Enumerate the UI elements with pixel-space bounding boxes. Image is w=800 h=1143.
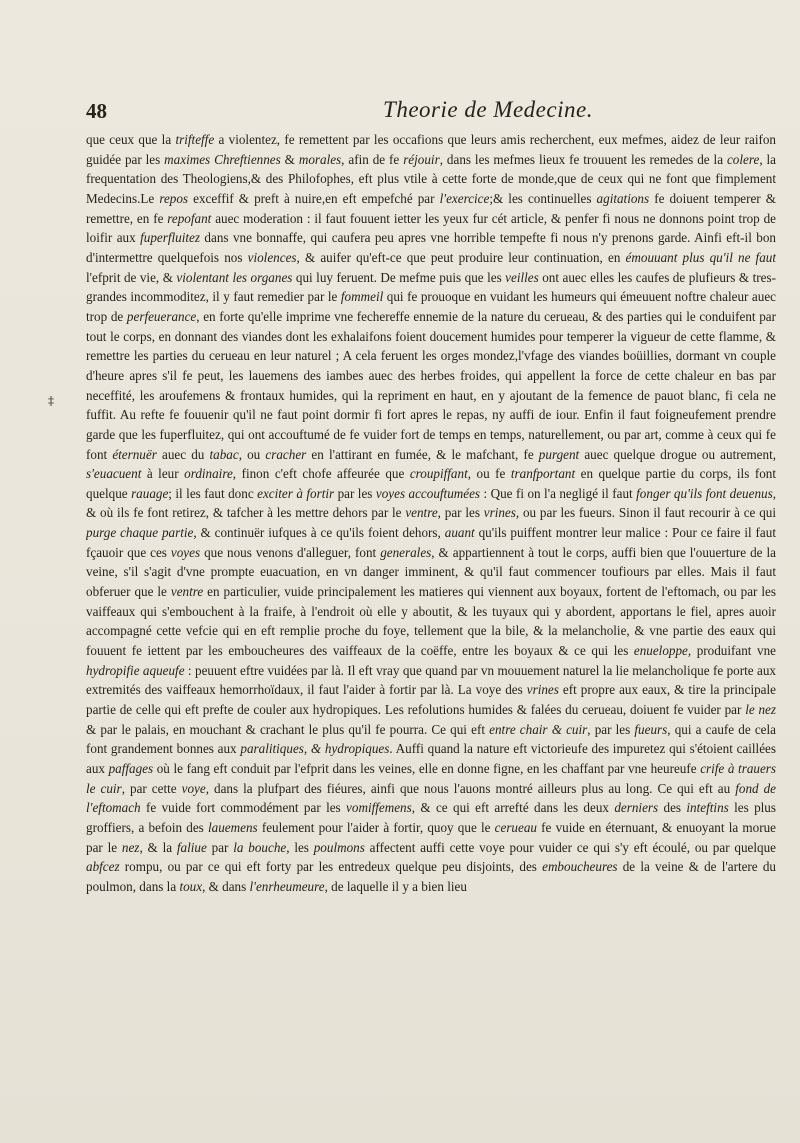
- text-run: , ou fe: [467, 466, 511, 482]
- text-run: fe doiuent temperer & remettre, en fe: [86, 190, 776, 226]
- italic-phrase: tranfportant: [510, 466, 576, 482]
- text-run: dans vne bonnaffe, qui caufera peu apres vne horrible tempefte fi nous n'y prenons garde. Ainfi eft-il bon d'intermettre quelquefois nos: [86, 230, 776, 265]
- italic-phrase: veilles: [505, 269, 539, 285]
- text-run: , par les: [587, 721, 635, 737]
- text-run: &: [280, 151, 299, 167]
- text-run: par: [206, 839, 234, 855]
- text-run: à leur: [141, 466, 185, 482]
- italic-phrase: violentant les organes: [176, 269, 293, 285]
- text-run: , dans les mefmes lieux fe trouuent les remedes de la: [439, 151, 727, 167]
- italic-phrase: éternuër: [112, 446, 157, 462]
- text-run: , par cette: [121, 780, 182, 796]
- text-run: , & appartiennent à tout le corps, auffi bien que l'ouuerture de la veine, s'il s'agit d'vne prompte euacuation, en vn danger imminent, & qu'il faut commencer toufiours par elles. Mais il faut obferuer que le: [86, 544, 776, 600]
- text-run: affectent auffi cette voye pour vuider ce qui s'y eft écoulé, ou par quelque: [364, 839, 776, 855]
- italic-phrase: purge chaque partie: [86, 525, 194, 541]
- italic-phrase: fuperfluitez: [140, 230, 200, 246]
- italic-phrase: colere: [726, 151, 760, 167]
- italic-phrase: vrines: [526, 682, 559, 698]
- text-run: où le fang eft conduit par l'efprit dans les veines, elle en donne figne, en les chaffant par vne heureufe: [153, 761, 701, 776]
- italic-phrase: s'euacuent: [86, 466, 142, 482]
- italic-phrase: exciter à fortir: [257, 485, 335, 501]
- margin-mark: ‡: [48, 394, 54, 408]
- italic-phrase: ventre: [405, 505, 438, 521]
- italic-phrase: perfeuerance: [126, 308, 197, 324]
- text-run: , dans la plufpart des fiéures, ainfi que nous l'auons montré ailleurs plus au long. Ce qui eft au: [205, 780, 736, 796]
- italic-phrase: repos: [159, 190, 189, 206]
- italic-phrase: emboucheures: [542, 859, 618, 875]
- italic-phrase: enueloppe: [633, 643, 688, 659]
- italic-phrase: maximes Chreftiennes: [164, 151, 281, 167]
- text-run: exceffif & preft à nuire,en eft empefché par: [188, 190, 440, 206]
- italic-phrase: cerueau: [494, 819, 537, 835]
- text-run: , & où ils fe font retirez, & tafcher à les mettre dehors par le: [86, 485, 776, 521]
- text-run: a violentez, fe remettent par les occafions que leurs amis recherchent, eux mefmes, aidez de leur raifon guidée par les: [86, 132, 776, 167]
- text-run: les plus groffiers, a befoin des: [86, 800, 776, 835]
- text-run: qui luy feruent. De mefme puis que les: [292, 269, 506, 285]
- text-run: , ou: [238, 446, 266, 462]
- italic-phrase: vomiffemens: [346, 800, 412, 816]
- italic-phrase: abfcez: [86, 859, 120, 875]
- text-run: , & auifer qu'eft-ce que peut produire leur continuation, en: [296, 249, 626, 265]
- italic-phrase: ordinaire: [184, 466, 233, 482]
- text-run: par les: [334, 485, 376, 501]
- text-run: , en forte qu'elle imprime vne fechereffe ennemie de la nature du cerueau, & des parties qui le conduifent par tout le corps, en donnant des viandes dont les exhalaifons foient doucement humides pour temperer la vigueur de cette flamme, & remettre les parties du cerueau en leur naturel ; A cela feruent les orges mondez,l'vfage des viandes boüillies, dormant vn couple d'heure apres s'il fe peut, les lauemens des iambes auec des herbes froides, qui appellent la force de cette chaleur en bas par neceffité, les aroufemens & frontaux humides, qui la repriment en haut, en y ajoutant de la femence de pauot blanc, fi cela ne fuffit. Au refte fe fouuenir qu'il ne faut point dormir fi fort apres le repas, ny auffi de iour. Enfin il faut foigneufement prendre garde que les fuperfluitez, qui ont accouftumé de fe vuider fort de temps en temps, naturellement, ou par art, comme à ceux qui fe font: [86, 308, 776, 462]
- italic-phrase: émouuant plus qu'il ne faut: [625, 249, 776, 265]
- italic-phrase: voyes: [170, 544, 201, 560]
- italic-phrase: repofant: [167, 210, 212, 226]
- italic-phrase: l'exercice: [439, 190, 490, 206]
- italic-phrase: toux: [179, 878, 203, 894]
- text-run: , finon c'eft chofe affeurée que: [232, 466, 410, 482]
- italic-phrase: trifteffe: [175, 132, 215, 147]
- text-run: en quelque partie du corps, ils font quelque: [86, 466, 776, 501]
- text-run: qu'ils puiffent montrer leur malice : Pour ce faire il faut fçauoir que ces: [86, 525, 776, 560]
- text-run: qui fe prouoque en vuidant les humeurs qui émeuuent noftre chaleur auec trop de: [86, 289, 776, 324]
- italic-phrase: voye: [181, 780, 206, 796]
- italic-phrase: faliue: [176, 839, 207, 855]
- italic-phrase: fond de l'eftomach: [86, 780, 776, 816]
- italic-phrase: derniers: [614, 800, 659, 816]
- italic-phrase: ventre: [170, 584, 204, 600]
- italic-phrase: fommeil: [340, 289, 384, 305]
- italic-phrase: morales: [298, 151, 342, 167]
- text-run: , la frequentation des Theologiens,& des Philofophes, eft plus vtile à cette forte de monde,que de ceux qui ne font que fimplement Medecins.Le: [86, 151, 776, 206]
- text-run: . Auffi quand la nature eft victorieufe des impuretez qui s'étoient caillées aux: [86, 741, 776, 776]
- text-run: auec quelque drogue ou autrement,: [579, 446, 776, 462]
- italic-phrase: la bouche: [233, 839, 287, 855]
- italic-phrase: purgent: [538, 446, 580, 462]
- italic-phrase: tabac: [209, 446, 239, 462]
- text-run: que nous venons d'alleguer, font: [200, 544, 381, 560]
- text-run: : peuuent eftre vuidées par là. Il eft vray que quand par vn mouuement naturel la lie melancholique fe porte aux extremités des vaiffeaux hemorrhoïdaux, il faut l'aider à fortir par là. La voye des: [86, 662, 776, 698]
- page-header: [86, 99, 730, 125]
- text-run: ; il les faut donc: [168, 485, 258, 501]
- italic-phrase: crife à trauers le cuir: [86, 761, 776, 796]
- text-run: ont auec elles les caufes de plufieurs & tres-grandes incommoditez, il y faut remedier par le: [86, 269, 776, 305]
- text-run: que ceux que la: [86, 132, 176, 147]
- italic-phrase: violences: [247, 249, 297, 265]
- text-run: eft propre aux eaux, & tire la principale partie de celle qui eft prefte de couler aux hydropiques. Les refolutions humides & falées du cerueau, doiuent fe vuider par: [86, 682, 776, 718]
- text-run: l'efprit de vie, &: [86, 269, 177, 285]
- text-run: auec du: [156, 446, 210, 462]
- italic-phrase: cracher: [265, 446, 307, 462]
- text-run: , ou par les fueurs. Sinon il faut recourir à ce qui: [515, 505, 776, 521]
- text-run: en l'attirant en fumée, & le mafchant, fe: [306, 446, 539, 462]
- italic-phrase: nez: [121, 839, 140, 855]
- italic-phrase: lauemens: [208, 819, 258, 835]
- text-run: , & dans: [202, 878, 250, 894]
- italic-phrase: inteftins: [686, 800, 729, 816]
- text-run: feulement pour l'aider à fortir, quoy que le: [257, 819, 495, 835]
- text-run: , de laquelle il y a bien lieu: [324, 878, 467, 894]
- italic-phrase: paffages: [108, 761, 154, 776]
- text-run: , qui a caufe de cela font grandement bonnes aux: [86, 721, 776, 757]
- text-run: : Que fi on l'a negligé il faut: [480, 485, 637, 501]
- text-run: , produifant vne: [687, 643, 776, 659]
- italic-phrase: le nez: [745, 702, 776, 718]
- text-run: , & continuër iufques à ce qu'ils foient dehors,: [193, 525, 445, 541]
- italic-phrase: entre chair & cuir: [489, 721, 588, 737]
- body-paragraph: [86, 130, 776, 897]
- italic-phrase: agitations: [596, 190, 650, 206]
- page-number: 48: [86, 99, 107, 123]
- text-run: fe vuide fort commodément par les: [140, 800, 347, 816]
- italic-phrase: croupiffant: [409, 466, 468, 482]
- text-run: , & ce qui eft arrefté dans les deux: [411, 800, 615, 816]
- italic-phrase: paralitiques, & hydropiques: [240, 741, 390, 757]
- italic-phrase: fueurs: [634, 721, 668, 737]
- text-run: , les: [286, 839, 314, 855]
- italic-phrase: poulmons: [313, 839, 365, 855]
- text-run: & par le palais, en mouchant & crachant le plus qu'il fe pourra. Ce qui eft: [86, 721, 490, 737]
- text-run: de la veine & de l'artere du poulmon, dans la: [86, 859, 776, 894]
- text-run: , afin de fe: [341, 151, 404, 167]
- italic-phrase: hydropifie aqueufe: [86, 662, 185, 678]
- text-run: rompu, ou par ce qui eft forty par les entredeux quelque peu disjoints, des: [119, 859, 543, 875]
- text-run: , & la: [139, 839, 177, 855]
- text-run: des: [658, 800, 687, 816]
- running-title: Theorie de Medecine.: [383, 97, 593, 122]
- italic-phrase: rauage: [131, 485, 169, 501]
- italic-phrase: auant: [444, 525, 475, 541]
- italic-phrase: fonger qu'ils font deuenus: [636, 485, 773, 501]
- italic-phrase: vrines: [483, 505, 516, 521]
- text-run: en particulier, vuide principalement les matieres qui viennent aux boyaux, fortent de l'eftomach, ou par les vaiffeaux qui s'embouchent à la fraife, à l'endroit où elle y aboutit, & les tuyaux qui y abordent, apportans le fiel, apres auoir accompagné cette vefcie qui en eft remplie proche du foye, tellement que la bile, & la melancholie, & vne partie des eaux qui fouuent fe iettent par les emboucheures des vaiffeaux de la coëffe, entre les boyaux & ce qui les: [86, 584, 776, 659]
- text-run: fe vuide en éternuant, & enuoyant la morue par le: [86, 819, 776, 855]
- italic-phrase: voyes accouftumées: [375, 485, 481, 501]
- body-text: [86, 130, 776, 1130]
- text-run: ;& les continuelles: [489, 190, 597, 206]
- italic-phrase: réjouir: [403, 151, 440, 167]
- italic-phrase: l'enrheumeure: [249, 878, 325, 894]
- text-run: auec moderation : il faut fouuent ietter les yeux fur cét article, & penfer fi nous ne donnons point trop de loifir aux: [86, 210, 776, 246]
- italic-phrase: generales: [380, 544, 432, 560]
- text-run: , par les: [437, 505, 484, 521]
